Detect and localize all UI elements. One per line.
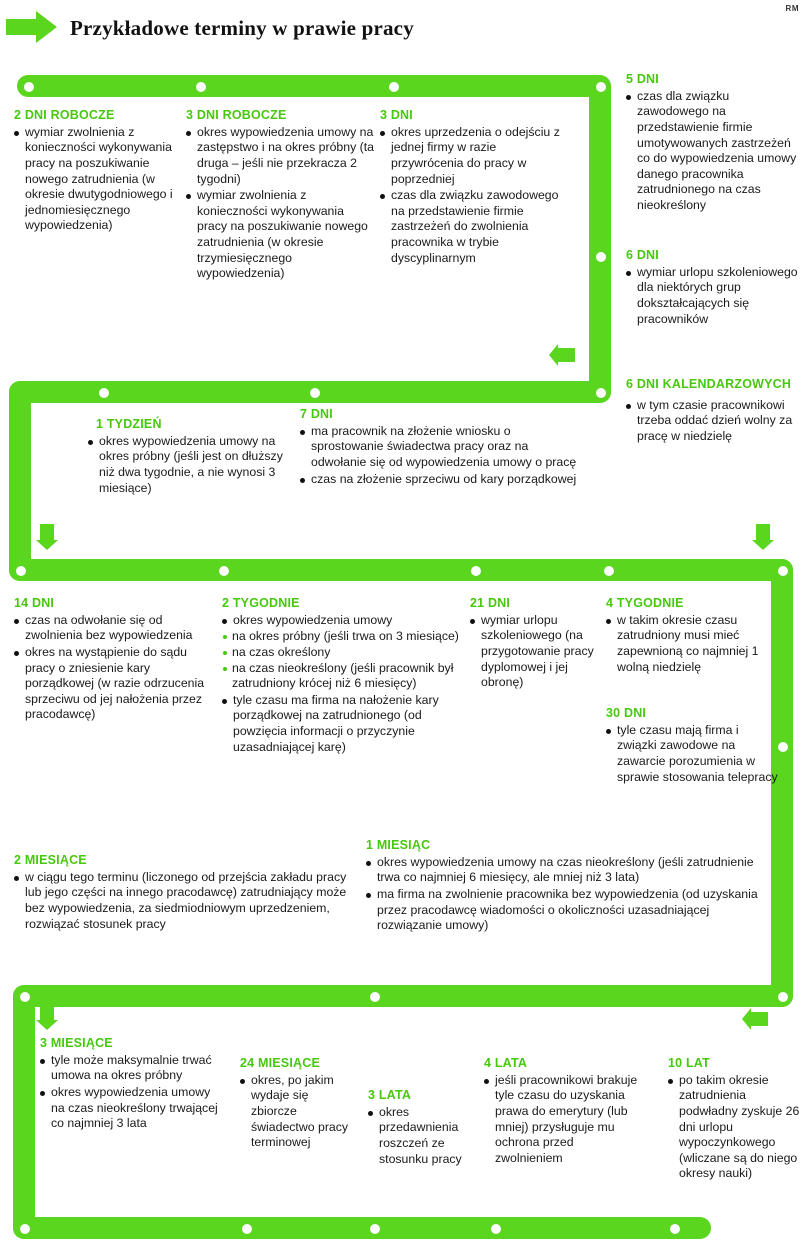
list-item: tyle czasu ma firma na nałożenie kary porządkowej na zatrudnionego (od powzięcia informacji o przyczynie uzasadniającej karę): [222, 693, 462, 755]
list-item: wymiar zwolnienia z konieczności wykonywania pracy na poszukiwanie nowego zatrudnienia (w okresie trzymiesięcznego wypowiedzenia): [186, 188, 376, 282]
block-items: [668, 1073, 800, 1182]
page-title: Przykładowe terminy w prawie pracy: [70, 16, 414, 40]
list-item: ma firma na zwolnienie pracownika bez wypowiedzenia (od uzyskania przez pracodawcę wiadomości o okoliczności uzasadniającej rozwiązanie umowy): [366, 887, 766, 934]
list-item: po takim okresie zatrudnienia podwładny zyskuje 26 dni urlopu wypoczynkowego (wliczane są do niego okresy nauki): [668, 1073, 800, 1182]
list-item: czas na złożenie sprzeciwu od kary porządkowej: [300, 472, 580, 488]
block-6-dni-kalendarzowych: [626, 377, 805, 446]
block-2-dni-robocze: [14, 108, 184, 235]
list-item: jeśli pracownikowi brakuje tyle czasu do uzyskania prawa do emerytury (lub mniej) przysługuje mu ochrona przed zwolnieniem: [484, 1073, 644, 1167]
block-items: [606, 613, 778, 675]
block-items: [626, 89, 802, 214]
track-node: [366, 988, 384, 1006]
block-items: [14, 125, 184, 234]
block-4-tygodnie: [606, 596, 778, 676]
block-heading: 1 MIESIĄC: [366, 838, 431, 852]
arrow-left-icon: [742, 1008, 768, 1030]
track-node: [592, 248, 610, 266]
track-node: [600, 562, 618, 580]
list-item: wymiar urlopu szkoleniowego (na przygotowanie pracy dyplomowej i jej obronę): [470, 613, 598, 691]
block-3-miesiace: [40, 1036, 220, 1133]
list-item: okres, po jakim wydaje się zbiorcze świadectwo pracy terminowej: [240, 1073, 352, 1151]
block-7-dni: [300, 407, 580, 488]
block-items: [14, 613, 210, 723]
track-node: [487, 1220, 505, 1238]
arrow-left-icon: [549, 344, 575, 366]
block-4-lata: [484, 1056, 644, 1167]
block-heading: 14 DNI: [14, 596, 55, 610]
list-item: wymiar zwolnienia z konieczności wykonywania pracy na poszukiwanie nowego zatrudnienia (w okresie dwutygodniowego i jednomiesięcznego wypowiedzenia): [14, 125, 184, 234]
track-node: [592, 384, 610, 402]
list-item: czas na odwołanie się od zwolnienia bez wypowiedzenia: [14, 613, 210, 644]
sub-list-item: na czas nieokreślony (jeśli pracownik był zatrudniony krócej niż 6 miesięcy): [222, 661, 462, 692]
block-heading: 3 DNI ROBOCZE: [186, 108, 287, 122]
track-node: [366, 1220, 384, 1238]
block-items-2: [222, 693, 462, 755]
list-item: okres wypowiedzenia umowy na zastępstwo i na okres próbny (ta druga – jeśli nie przekracza 2 tygodni): [186, 125, 376, 187]
track-node: [306, 384, 324, 402]
block-3-lata: [368, 1088, 472, 1168]
block-items: [40, 1053, 220, 1132]
list-item: w takim okresie czasu zatrudniony musi mieć zapewnioną co najmniej 1 wolną niedzielę: [606, 613, 778, 675]
track-node: [467, 562, 485, 580]
arrow-down-icon: [752, 524, 774, 550]
arrow-down-icon: [36, 1004, 58, 1030]
block-5-dni: [626, 72, 802, 215]
track-node: [238, 1220, 256, 1238]
list-item: okres wypowiedzenia umowy na czas nieokreślony trwającej co najmniej 3 lata: [40, 1085, 220, 1132]
block-heading: 3 MIESIĄCE: [40, 1036, 113, 1050]
track-node: [16, 988, 34, 1006]
block-heading: 24 MIESIĄCE: [240, 1056, 321, 1070]
track-node: [215, 562, 233, 580]
list-item: w ciągu tego terminu (liczonego od przejścia zakładu pracy lub jego części na innego pracodawcę) zatrudniający może bez wypowiedzenia, za siedmiodniowym uprzedzeniem, rozwiązać stosunek pracy: [14, 870, 350, 932]
track-node: [12, 562, 30, 580]
block-1-tydzien: [88, 417, 288, 497]
block-heading: 30 DNI: [606, 706, 647, 720]
sub-list-item: na okres próbny (jeśli trwa on 3 miesiące): [222, 629, 462, 645]
track-node: [385, 78, 403, 96]
block-heading: 10 LAT: [668, 1056, 710, 1070]
list-item: okres wypowiedzenia umowy na okres próbny (jeśli jest on dłuższy niż dwa tygodnie, a nie wynosi 3 miesiące): [88, 434, 288, 496]
block-items: [300, 424, 580, 487]
list-item: okres wypowiedzenia umowy: [222, 613, 462, 629]
block-10-lat: [668, 1056, 800, 1183]
block-items: [240, 1073, 352, 1151]
block-items: [470, 613, 598, 691]
block-heading: 1 TYDZIEŃ: [96, 417, 162, 431]
list-item: czas dla związku zawodowego na przedstawienie firmie umotywowanych zastrzeżeń co do wypowiedzenia umowy danego pracownika zatrudnionego na czas nieokreślony: [626, 89, 802, 214]
block-heading: 2 DNI ROBOCZE: [14, 108, 115, 122]
block-14-dni: [14, 596, 210, 724]
list-item: okres uprzedzenia o odejściu z jednej firmy w razie przywrócenia do pracy w poprzedniej: [380, 125, 565, 187]
block-3-dni: [380, 108, 565, 267]
list-item: wymiar urlopu szkoleniowego dla niektórych grup dokształcających się pracowników: [626, 265, 802, 327]
block-heading: 21 DNI: [470, 596, 511, 610]
block-heading: 7 DNI: [300, 407, 333, 421]
block-30-dni: [606, 706, 778, 786]
block-items: [484, 1073, 644, 1167]
block-heading: 6 DNI: [626, 248, 659, 262]
list-item: okres wypowiedzenia umowy na czas nieokreślony (jeśli zatrudnienie trwa co najmniej 6 miesięcy, ale mniej niż 3 lata): [366, 855, 766, 886]
block-heading: 3 DNI: [380, 108, 413, 122]
list-item: ma pracownik na złożenie wniosku o sprostowanie świadectwa pracy oraz na odwołanie się od wypowiedzenia umowy o pracę: [300, 424, 580, 471]
corner-mark: RM: [785, 4, 799, 13]
block-1-miesiac: [366, 838, 766, 935]
block-6-dni: [626, 248, 802, 328]
list-item: okres przedawnienia roszczeń ze stosunku pracy: [368, 1105, 472, 1167]
block-items: [14, 870, 350, 932]
block-items: [626, 265, 802, 327]
list-item: tyle czasu mają firma i związki zawodowe na zawarcie porozumienia w sprawie stosowania telepracy: [606, 723, 778, 785]
block-items: [366, 855, 766, 934]
track-node: [192, 78, 210, 96]
track-node: [16, 1220, 34, 1238]
sub-list-item: na czas określony: [222, 645, 462, 661]
track-node: [95, 384, 113, 402]
track-node: [20, 78, 38, 96]
block-3-dni-robocze: [186, 108, 376, 283]
block-items: [380, 125, 565, 266]
block-2-miesiace: [14, 853, 350, 933]
track-node: [592, 78, 610, 96]
block-items: [186, 125, 376, 282]
block-items: [222, 613, 462, 629]
block-24-miesiace: [240, 1056, 352, 1152]
list-item: okres na wystąpienie do sądu pracy o zniesienie kary porządkowej (w razie odrzucenia sprzeciwu od jej nałożenia przez pracodawcę): [14, 645, 210, 723]
block-heading: 5 DNI: [626, 72, 659, 86]
track-node: [774, 562, 792, 580]
block-21-dni: [470, 596, 598, 692]
block-items: [606, 723, 778, 785]
block-heading: 4 LATA: [484, 1056, 528, 1070]
arrow-down-icon: [36, 524, 58, 550]
list-item: w tym czasie pracownikowi trzeba oddać dzień wolny za pracę w niedzielę: [626, 398, 805, 445]
block-heading: 6 DNI KALENDARZOWYCH: [626, 377, 792, 391]
block-items: [626, 398, 805, 445]
block-heading: 4 TYGODNIE: [606, 596, 684, 610]
block-2-tygodnie: [222, 596, 462, 756]
list-item: tyle może maksymalnie trwać umowa na okres próbny: [40, 1053, 220, 1084]
block-heading: 2 TYGODNIE: [222, 596, 300, 610]
block-heading: 3 LATA: [368, 1088, 412, 1102]
block-subitems: [222, 629, 462, 691]
block-items: [368, 1105, 472, 1167]
block-items: [88, 434, 288, 496]
track-node: [666, 1220, 684, 1238]
list-item: czas dla związku zawodowego na przedstawienie firmie zastrzeżeń do zwolnienia pracownika w trybie dyscyplinarnym: [380, 188, 565, 266]
block-heading: 2 MIESIĄCE: [14, 853, 87, 867]
track-node: [774, 988, 792, 1006]
